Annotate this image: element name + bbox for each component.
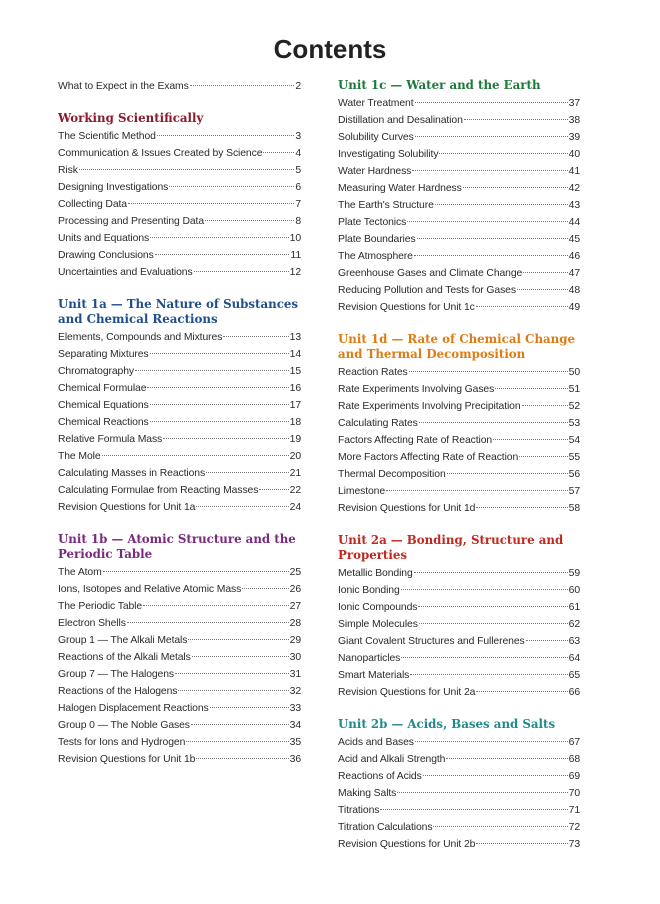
toc-entry[interactable] [338, 265, 580, 282]
dot-leader [519, 456, 567, 457]
dot-leader [194, 271, 289, 272]
entry-title: Simple Molecules [338, 619, 418, 630]
entry-title: The Scientific Method [58, 131, 156, 142]
entry-page: 31 [289, 669, 301, 680]
toc-entry-intro[interactable] [58, 78, 301, 95]
entry-title: Giant Covalent Structures and Fullerenes [338, 636, 525, 647]
entry-page: 40 [568, 149, 580, 160]
dot-leader [206, 472, 289, 473]
entry-title: Halogen Displacement Reactions [58, 703, 209, 714]
toc-entry[interactable] [338, 802, 580, 819]
toc-entry[interactable] [58, 448, 301, 465]
entry-title: What to Expect in the Exams [58, 81, 189, 92]
toc-entry[interactable] [58, 363, 301, 380]
entry-page: 2 [295, 81, 301, 92]
dot-leader [415, 136, 568, 137]
dot-leader [423, 775, 568, 776]
dot-leader [79, 169, 295, 170]
entry-page: 68 [568, 754, 580, 765]
entry-title: Acid and Alkali Strength [338, 754, 446, 765]
entry-title: Limestone [338, 486, 386, 497]
entry-page: 57 [568, 486, 580, 497]
section-heading: Unit 1d — Rate of Chemical Change and Thermal Decomposition [338, 332, 575, 361]
section-unit-1c [338, 78, 580, 316]
dot-leader [412, 170, 567, 171]
toc-entry[interactable] [338, 415, 580, 432]
entry-page: 22 [289, 485, 301, 496]
entry-title: Smart Materials [338, 670, 410, 681]
dot-leader [263, 152, 294, 153]
toc-entry[interactable] [58, 128, 301, 145]
dot-leader [157, 135, 294, 136]
contents-right-column [338, 78, 580, 853]
entry-page: 3 [295, 131, 301, 142]
toc-entry[interactable] [338, 381, 580, 398]
toc-entry[interactable] [58, 734, 301, 751]
page-title: Contents [273, 34, 387, 64]
entry-page: 50 [568, 367, 580, 378]
entry-title: Electron Shells [58, 618, 126, 629]
dot-leader [143, 605, 289, 606]
toc-entry[interactable] [338, 483, 580, 500]
toc-entry[interactable] [338, 684, 580, 701]
dot-leader [526, 640, 568, 641]
entry-title: Metallic Bonding [338, 568, 413, 579]
dot-leader [435, 204, 568, 205]
dot-leader [259, 489, 288, 490]
dot-leader [439, 153, 567, 154]
toc-entry[interactable] [58, 397, 301, 414]
dot-leader [407, 221, 567, 222]
entry-title: Calculating Masses in Reactions [58, 468, 206, 479]
toc-entry[interactable] [338, 95, 580, 112]
dot-leader [191, 724, 289, 725]
entry-title: Revision Questions for Unit 1d [338, 503, 476, 514]
dot-leader [419, 422, 568, 423]
toc-entry[interactable] [338, 163, 580, 180]
entry-page: 38 [568, 115, 580, 126]
entry-title: The Periodic Table [58, 601, 143, 612]
toc-entry[interactable] [58, 499, 301, 516]
entry-title: Reactions of the Halogens [58, 686, 178, 697]
dot-leader [493, 439, 568, 440]
dot-leader [147, 387, 288, 388]
toc-entry[interactable] [338, 633, 580, 650]
toc-entry[interactable] [58, 615, 301, 632]
toc-entry[interactable] [338, 667, 580, 684]
dot-leader [476, 843, 567, 844]
toc-entry[interactable] [338, 180, 580, 197]
entry-page: 5 [295, 165, 301, 176]
entry-page: 46 [568, 251, 580, 262]
entry-page: 11 [290, 250, 301, 261]
dot-leader [447, 473, 568, 474]
dot-leader [150, 237, 289, 238]
entry-page: 64 [568, 653, 580, 664]
toc-entry[interactable] [338, 398, 580, 415]
entry-page: 12 [289, 267, 301, 278]
toc-entry[interactable] [58, 247, 301, 264]
entry-title: Ions, Isotopes and Relative Atomic Mass [58, 584, 242, 595]
toc-entry[interactable] [58, 431, 301, 448]
entry-page: 52 [568, 401, 580, 412]
entry-title: Investigating Solubility [338, 149, 439, 160]
entry-page: 36 [289, 754, 301, 765]
entry-page: 45 [568, 234, 580, 245]
entry-title: Making Salts [338, 788, 397, 799]
section-heading: Unit 1b — Atomic Structure and the Periodic Table [58, 532, 296, 561]
toc-entry[interactable] [58, 414, 301, 431]
entry-title: Plate Boundaries [338, 234, 416, 245]
entry-title: Separating Mixtures [58, 349, 149, 360]
dot-leader [410, 674, 567, 675]
entry-page: 39 [568, 132, 580, 143]
dot-leader [417, 238, 568, 239]
dot-leader [414, 255, 568, 256]
entry-page: 18 [289, 417, 301, 428]
entry-page: 67 [568, 737, 580, 748]
entry-page: 28 [289, 618, 301, 629]
dot-leader [127, 622, 289, 623]
entry-page: 70 [568, 788, 580, 799]
entry-title: Calculating Rates [338, 418, 418, 429]
entry-page: 32 [289, 686, 301, 697]
toc-entry[interactable] [58, 145, 301, 162]
entry-page: 62 [568, 619, 580, 630]
entry-title: Tests for Ions and Hydrogen [58, 737, 186, 748]
dot-leader [409, 371, 568, 372]
entry-title: Processing and Presenting Data [58, 216, 205, 227]
dot-leader [476, 306, 568, 307]
entry-title: Acids and Bases [338, 737, 414, 748]
toc-entry[interactable] [58, 581, 301, 598]
dot-leader [522, 405, 568, 406]
entry-title: Titrations [338, 805, 380, 816]
dot-leader [128, 203, 294, 204]
entry-title: Chemical Reactions [58, 417, 149, 428]
entry-title: The Atom [58, 567, 102, 578]
dot-leader [205, 220, 294, 221]
entry-page: 58 [568, 503, 580, 514]
entry-page: 37 [568, 98, 580, 109]
dot-leader [418, 606, 567, 607]
dot-leader [188, 639, 288, 640]
dot-leader [196, 506, 288, 507]
entry-title: Group 0 — The Noble Gases [58, 720, 190, 731]
entry-title: The Atmosphere [338, 251, 413, 262]
entry-page: 33 [289, 703, 301, 714]
toc-entry[interactable] [338, 299, 580, 316]
dot-leader [523, 272, 567, 273]
toc-entry[interactable] [338, 282, 580, 299]
toc-entry[interactable] [338, 248, 580, 265]
entry-page: 26 [289, 584, 301, 595]
entry-title: Revision Questions for Unit 2b [338, 839, 476, 850]
entry-page: 19 [289, 434, 301, 445]
toc-entry[interactable] [338, 214, 580, 231]
section-unit-1d [338, 332, 580, 517]
entry-page: 41 [568, 166, 580, 177]
dot-leader [155, 254, 290, 255]
entry-title: Reactions of the Alkali Metals [58, 652, 191, 663]
entry-page: 8 [295, 216, 301, 227]
entry-title: Rate Experiments Involving Gases [338, 384, 495, 395]
entry-title: Rate Experiments Involving Precipitation [338, 401, 521, 412]
entry-page: 43 [568, 200, 580, 211]
toc-entry[interactable] [338, 565, 580, 582]
entry-title: Plate Tectonics [338, 217, 407, 228]
toc-entry[interactable] [58, 666, 301, 683]
toc-entry[interactable] [58, 230, 301, 247]
entry-title: Units and Equations [58, 233, 150, 244]
toc-entry[interactable] [338, 785, 580, 802]
entry-page: 65 [568, 670, 580, 681]
entry-title: Revision Questions for Unit 1b [58, 754, 196, 765]
section-unit-1b [58, 532, 301, 768]
dot-leader [150, 421, 289, 422]
dot-leader [210, 707, 289, 708]
entry-title: Solubility Curves [338, 132, 414, 143]
toc-entry[interactable] [58, 196, 301, 213]
dot-leader [401, 589, 568, 590]
entry-title: Drawing Conclusions [58, 250, 154, 261]
section-heading: Unit 1a — The Nature of Substances and Chemical Reactions [58, 297, 299, 326]
entry-page: 35 [289, 737, 301, 748]
entry-page: 71 [568, 805, 580, 816]
section-unit-2a [338, 533, 580, 701]
dot-leader [186, 741, 288, 742]
entry-title: Titration Calculations [338, 822, 433, 833]
dot-leader [433, 826, 567, 827]
toc-entry[interactable] [58, 346, 301, 363]
dot-leader [476, 691, 567, 692]
toc-entry[interactable] [58, 329, 301, 346]
entry-page: 25 [289, 567, 301, 578]
section-working-scientifically [58, 111, 301, 281]
entry-page: 30 [289, 652, 301, 663]
entry-page: 48 [568, 285, 580, 296]
toc-entry[interactable] [58, 213, 301, 230]
section-unit-2b [338, 717, 580, 853]
entry-title: Group 1 — The Alkali Metals [58, 635, 188, 646]
toc-entry[interactable] [338, 768, 580, 785]
entry-title: Group 7 — The Halogens [58, 669, 175, 680]
entry-title: Revision Questions for Unit 1c [338, 302, 475, 313]
dot-leader [464, 119, 568, 120]
toc-entry[interactable] [58, 683, 301, 700]
dot-leader [103, 571, 289, 572]
entry-title: Water Hardness [338, 166, 412, 177]
entry-page: 20 [289, 451, 301, 462]
dot-leader [135, 370, 289, 371]
toc-entry[interactable] [58, 179, 301, 196]
entry-page: 7 [295, 199, 301, 210]
entry-title: Revision Questions for Unit 1a [58, 502, 196, 513]
entry-title: Measuring Water Hardness [338, 183, 462, 194]
entry-title: Thermal Decomposition [338, 469, 446, 480]
toc-entry[interactable] [58, 162, 301, 179]
entry-title: Distillation and Desalination [338, 115, 463, 126]
section-heading: Working Scientifically [58, 111, 204, 125]
entry-page: 60 [568, 585, 580, 596]
entry-title: Reaction Rates [338, 367, 408, 378]
entry-page: 73 [568, 839, 580, 850]
toc-entry[interactable] [58, 717, 301, 734]
entry-page: 16 [289, 383, 301, 394]
entry-title: The Earth's Structure [338, 200, 434, 211]
entry-page: 29 [289, 635, 301, 646]
entry-title: Ionic Bonding [338, 585, 400, 596]
entry-title: Chromatography [58, 366, 134, 377]
entry-page: 27 [289, 601, 301, 612]
dot-leader [414, 572, 568, 573]
entry-title: Factors Affecting Rate of Reaction [338, 435, 493, 446]
toc-entry[interactable] [338, 650, 580, 667]
entry-title: The Mole [58, 451, 101, 462]
toc-entry[interactable] [338, 466, 580, 483]
dot-leader [192, 656, 289, 657]
section-unit-1a [58, 297, 301, 516]
toc-entry[interactable] [338, 112, 580, 129]
entry-title: Nanoparticles [338, 653, 401, 664]
dot-leader [517, 289, 568, 290]
entry-page: 24 [289, 502, 301, 513]
dot-leader [175, 673, 289, 674]
entry-page: 63 [568, 636, 580, 647]
entry-page: 44 [568, 217, 580, 228]
entry-title: Ionic Compounds [338, 602, 418, 613]
toc-entry[interactable] [338, 449, 580, 466]
toc-entry[interactable] [338, 197, 580, 214]
toc-entry[interactable] [58, 564, 301, 581]
entry-page: 42 [568, 183, 580, 194]
toc-entry[interactable] [338, 129, 580, 146]
dot-leader [446, 758, 567, 759]
dot-leader [178, 690, 288, 691]
dot-leader [196, 758, 288, 759]
entry-title: Revision Questions for Unit 2a [338, 687, 476, 698]
toc-entry[interactable] [338, 231, 580, 248]
dot-leader [386, 490, 568, 491]
entry-title: Communication & Issues Created by Science [58, 148, 263, 159]
toc-entry[interactable] [338, 432, 580, 449]
entry-title: Designing Investigations [58, 182, 169, 193]
dot-leader [169, 186, 294, 187]
entry-title: Risk [58, 165, 78, 176]
entry-page: 10 [289, 233, 301, 244]
toc-entry[interactable] [338, 582, 580, 599]
entry-page: 54 [568, 435, 580, 446]
entry-title: Collecting Data [58, 199, 127, 210]
toc-entry[interactable] [58, 700, 301, 717]
dot-leader [397, 792, 567, 793]
entry-title: Chemical Equations [58, 400, 149, 411]
entry-page: 69 [568, 771, 580, 782]
entry-title: Reducing Pollution and Tests for Gases [338, 285, 516, 296]
dot-leader [150, 404, 289, 405]
entry-page: 49 [568, 302, 580, 313]
toc-entry[interactable] [338, 616, 580, 633]
entry-page: 13 [289, 332, 301, 343]
entry-page: 59 [568, 568, 580, 579]
entry-page: 34 [289, 720, 301, 731]
dot-leader [401, 657, 567, 658]
entry-title: Uncertainties and Evaluations [58, 267, 193, 278]
entry-page: 14 [289, 349, 301, 360]
toc-entry[interactable] [58, 649, 301, 666]
entry-title: More Factors Affecting Rate of Reaction [338, 452, 519, 463]
toc-entry[interactable] [338, 599, 580, 616]
section-heading: Unit 1c — Water and the Earth [338, 78, 541, 92]
entry-page: 15 [289, 366, 301, 377]
entry-title: Elements, Compounds and Mixtures [58, 332, 223, 343]
dot-leader [102, 455, 289, 456]
toc-entry[interactable] [58, 598, 301, 615]
dot-leader [150, 353, 289, 354]
entry-title: Water Treatment [338, 98, 414, 109]
dot-leader [380, 809, 567, 810]
entry-page: 17 [289, 400, 301, 411]
entry-title: Reactions of Acids [338, 771, 422, 782]
entry-title: Chemical Formulae [58, 383, 147, 394]
entry-page: 6 [295, 182, 301, 193]
toc-entry[interactable] [58, 264, 301, 281]
entry-page: 53 [568, 418, 580, 429]
dot-leader [163, 438, 288, 439]
dot-leader [415, 102, 568, 103]
entry-title: Relative Formula Mass [58, 434, 163, 445]
dot-leader [415, 741, 568, 742]
section-heading: Unit 2a — Bonding, Structure and Properties [338, 533, 564, 562]
toc-entry[interactable] [58, 751, 301, 768]
section-heading: Unit 2b — Acids, Bases and Salts [338, 717, 556, 731]
entry-page: 72 [568, 822, 580, 833]
toc-entry[interactable] [338, 364, 580, 381]
toc-entry[interactable] [338, 734, 580, 751]
entry-page: 66 [568, 687, 580, 698]
toc-entry[interactable] [338, 500, 580, 517]
toc-entry[interactable] [338, 819, 580, 836]
contents-left-column [58, 78, 301, 768]
toc-entry[interactable] [338, 146, 580, 163]
entry-page: 21 [289, 468, 301, 479]
dot-leader [190, 85, 295, 86]
toc-entry[interactable] [58, 380, 301, 397]
toc-entry[interactable] [338, 751, 580, 768]
toc-entry[interactable] [58, 482, 301, 499]
dot-leader [223, 336, 288, 337]
entry-page: 51 [568, 384, 580, 395]
toc-entry[interactable] [338, 836, 580, 853]
entry-page: 4 [295, 148, 301, 159]
dot-leader [463, 187, 568, 188]
entry-page: 47 [568, 268, 580, 279]
entry-page: 61 [568, 602, 580, 613]
dot-leader [419, 623, 568, 624]
entry-title: Calculating Formulae from Reacting Masses [58, 485, 259, 496]
dot-leader [495, 388, 567, 389]
dot-leader [476, 507, 567, 508]
dot-leader [242, 588, 288, 589]
toc-entry[interactable] [58, 465, 301, 482]
entry-page: 55 [568, 452, 580, 463]
toc-entry[interactable] [58, 632, 301, 649]
entry-title: Greenhouse Gases and Climate Change [338, 268, 523, 279]
entry-page: 56 [568, 469, 580, 480]
